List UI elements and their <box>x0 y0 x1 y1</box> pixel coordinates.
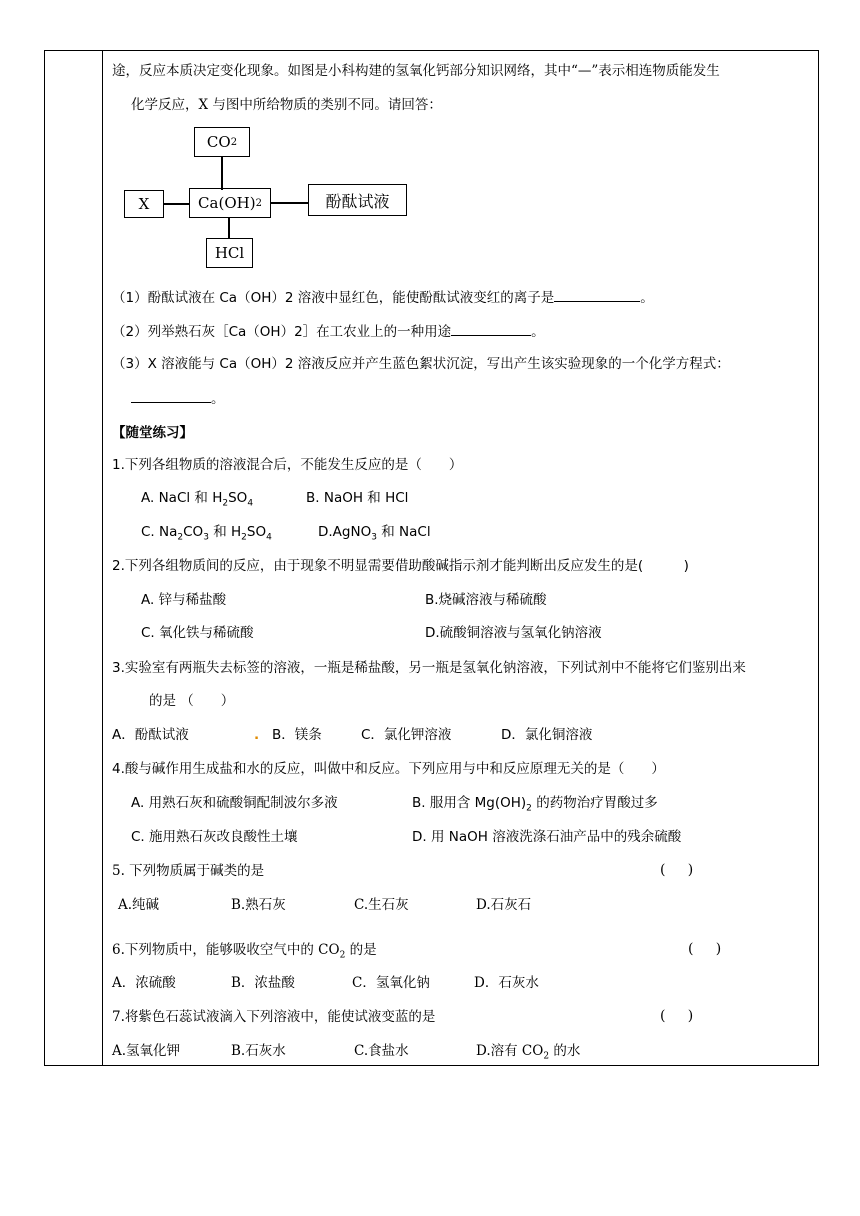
practice-7-answer-paren: ( ) <box>660 1008 694 1024</box>
connector-top <box>221 157 223 190</box>
practice-3-option-d: D．氯化铜溶液 <box>501 727 593 743</box>
intro-line-2: 化学反应，X 与图中所给物质的类别不同。请回答： <box>131 97 442 113</box>
practice-4-stem: 4.酸与碱作用生成盐和水的反应，叫做中和反应。下列应用与中和反应原理无关的是（ ） <box>112 761 665 777</box>
practice-2-option-a: A. 锌与稀盐酸 <box>141 592 227 608</box>
intro-line-1: 途，反应本质决定变化现象。如图是小科构建的氢氧化钙部分知识网络，其中“—”表示相连物质能发生 <box>112 63 720 79</box>
section-title: 【随堂练习】 <box>112 425 193 441</box>
question-3-answer: 。 <box>131 388 225 408</box>
diagram-node-phenolphthalein: 酚酞试液 <box>308 184 407 216</box>
practice-2-option-d: D.硫酸铜溶液与氢氧化钠溶液 <box>425 625 602 641</box>
practice-3-stem-1: 3.实验室有两瓶失去标签的溶液，一瓶是稀盐酸，另一瓶是氢氧化钠溶液，下列试剂中不能将它们鉴别出来 <box>112 660 746 676</box>
practice-5-stem: 5. 下列物质属于碱类的是 <box>112 863 265 879</box>
practice-4-option-d: D. 用 NaOH 溶液洗涤石油产品中的残余硫酸 <box>412 829 682 845</box>
answer-blank-2 <box>451 321 531 336</box>
practice-7-option-d: D.溶有 $CO_2$ 的水 <box>476 1043 581 1062</box>
practice-5-option-a: A.纯碱 <box>118 897 160 913</box>
practice-6-option-d: D．石灰水 <box>474 975 539 991</box>
question-1: （1）酚酞试液在 Ca（OH）2 溶液中显红色，能使酚酞试液变红的离子是 。 <box>112 287 654 307</box>
practice-4-option-c: C. 施用熟石灰改良酸性土壤 <box>131 829 298 845</box>
practice-2-stem: 2.下列各组物质间的反应，由于现象不明显需要借助酸碱指示剂才能判断出反应发生的是( ) <box>112 558 689 574</box>
practice-7-option-c: C.食盐水 <box>354 1043 409 1059</box>
practice-3-option-a: A．酚酞试液 <box>112 727 189 743</box>
answer-blank-1 <box>554 287 640 302</box>
practice-3-option-b: B．镁条 <box>272 727 322 743</box>
practice-3-option-c: C．氯化钾溶液 <box>361 727 452 743</box>
practice-6-option-a: A．浓硫酸 <box>112 975 176 991</box>
practice-2-option-b: B.烧碱溶液与稀硫酸 <box>425 592 547 608</box>
diagram-node-caoh2: Ca(OH) 2 <box>189 188 271 218</box>
practice-1-option-d: D.AgNO$_3$ 和 NaCl <box>318 524 431 543</box>
practice-7-option-b: B.石灰水 <box>231 1043 286 1059</box>
practice-4-option-b: B. 服用含 $Mg(OH)_2$ 的药物治疗胃酸过多 <box>412 795 658 814</box>
practice-5-option-d: D.石灰石 <box>476 897 532 913</box>
practice-2-option-c: C. 氧化铁与稀硫酸 <box>141 625 254 641</box>
practice-7-option-a: A.氢氧化钾 <box>112 1043 181 1059</box>
diagram-node-hcl: HCl <box>206 238 253 268</box>
practice-7-stem: 7.将紫色石蕊试液滴入下列溶液中，能使试液变蓝的是 <box>112 1009 436 1025</box>
practice-6-option-b: B．浓盐酸 <box>231 975 295 991</box>
question-2: （2）列举熟石灰［Ca（OH）2］在工农业上的一种用途 。 <box>112 321 545 341</box>
practice-4-option-a: A. 用熟石灰和硫酸铜配制波尔多液 <box>131 795 338 811</box>
connector-left <box>164 203 189 205</box>
practice-5-option-b: B.熟石灰 <box>231 897 286 913</box>
diagram-node-x: X <box>124 190 164 218</box>
practice-6-stem: 6.下列物质中，能够吸收空气中的 $CO_2$ 的是 <box>112 942 377 961</box>
practice-1-option-c: C. $Na_2CO_3$ 和 $H_2SO_4$ <box>141 524 272 543</box>
practice-3-stem-2: 的是 （ ） <box>149 693 235 709</box>
connector-bottom <box>228 218 230 238</box>
question-3: （3）X 溶液能与 Ca（OH）2 溶液反应并产生蓝色絮状沉淀，写出产生该实验现象的一个化学方程式： <box>112 356 730 372</box>
practice-6-option-c: C．氢氧化钠 <box>352 975 430 991</box>
answer-blank-3 <box>131 388 211 403</box>
column-divider <box>102 50 103 1066</box>
practice-5-answer-paren: ( ) <box>660 862 694 878</box>
practice-6-answer-paren: ( ) <box>688 941 722 957</box>
practice-1-stem: 1.下列各组物质的溶液混合后，不能发生反应的是（ ） <box>112 457 463 473</box>
practice-5-option-c: C.生石灰 <box>354 897 409 913</box>
stray-dot-mark: . <box>254 727 260 743</box>
practice-1-option-a: A. NaCl 和 $H_2SO_4$ <box>141 490 254 509</box>
practice-1-option-b: B. NaOH 和 HCl <box>306 490 409 506</box>
connector-right <box>271 202 308 204</box>
diagram-node-co2: CO 2 <box>194 127 250 157</box>
